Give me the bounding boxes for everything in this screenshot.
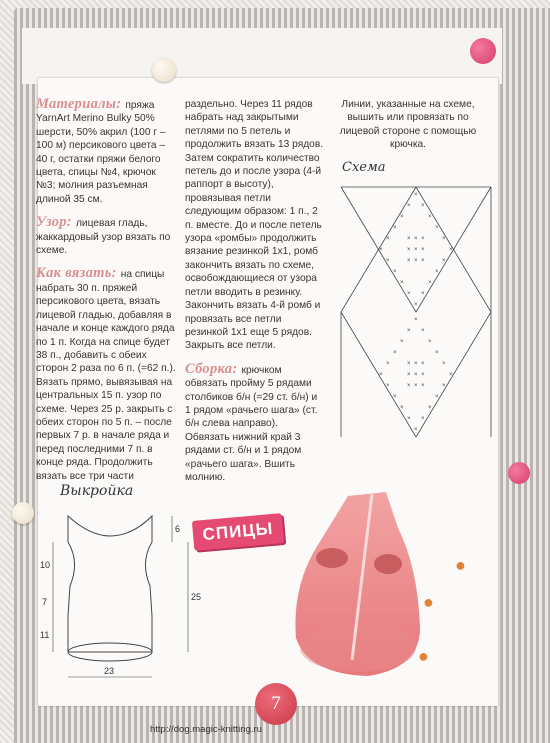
chart-stitch-x: ×	[449, 372, 453, 378]
paper-top-strip	[22, 28, 502, 84]
chart-stitch-x: ×	[407, 203, 411, 209]
knitted-dog-sweater-photo	[288, 488, 428, 688]
chart-stitch-x: ×	[442, 361, 446, 367]
column-middle	[185, 98, 325, 488]
paw-print-icon: ●	[418, 646, 429, 666]
chart-stitch-x: ×	[414, 383, 418, 389]
chart-stitch-x: ×	[400, 339, 404, 345]
chart-stitch-x: ×	[393, 269, 397, 275]
assembly-note: Линии, указанные на схеме, вышить или провязать по лицевой стороне с помощью крючка.	[339, 99, 477, 151]
chart-stitch-x: ×	[414, 302, 418, 308]
dim-middle: 7	[42, 597, 48, 607]
middle-text: раздельно. Через 11 рядов набрать над закрытыми петлями по 5 петель и продолжить вязать 13 рядов. Затем сократить количество петель до и после узора (4-й раппорт в высоту), провязывая петли следующим образом: 1 п., 2 п. вместе. До и после петель узора «ромбы» продолжить вязание резинкой 1х1, ромб закончить вязать по схеме, освобождающиеся от узора петли вводить в резинку. Закончить вязать 4-й ромб и провязать все петли резинкой 1х1 еще 5 рядов. Закрыть все петли.	[185, 99, 324, 352]
chart-stitch-x: ×	[421, 361, 425, 367]
chart-stitch-x: ×	[386, 236, 390, 242]
chart-stitch-x: ×	[421, 383, 425, 389]
dim-bottom: 11	[40, 630, 50, 640]
chart-stitch-x: ×	[393, 225, 397, 231]
chart-stitch-x: ×	[421, 203, 425, 209]
chart-stitch-x: ×	[414, 427, 418, 433]
pattern-block	[36, 216, 178, 257]
decorative-button-pink	[470, 38, 496, 64]
chart-stitch-x: ×	[435, 394, 439, 400]
decorative-button-cream	[152, 58, 176, 82]
chart-stitch-x: ×	[421, 258, 425, 264]
knitting-chart	[336, 182, 496, 447]
how-to-knit-block	[36, 267, 178, 483]
column-right	[338, 98, 478, 156]
chart-stitch-x: ×	[393, 394, 397, 400]
chart-stitch-x: ×	[407, 416, 411, 422]
chart-stitch-x: ×	[421, 247, 425, 253]
chart-stitch-x: ×	[407, 328, 411, 334]
chart-stitch-x: ×	[386, 361, 390, 367]
materials-heading: Материалы:	[36, 96, 122, 112]
chart-stitch-x: ×	[407, 361, 411, 367]
sewing-pattern-diagram	[20, 502, 205, 687]
chart-stitch-x: ×	[442, 236, 446, 242]
chart-stitch-x: ×	[414, 258, 418, 264]
chart-stitch-x: ×	[393, 350, 397, 356]
page-number: 7	[255, 683, 297, 725]
chart-stitch-x: ×	[428, 405, 432, 411]
chart-stitch-x: ×	[400, 280, 404, 286]
pattern-outline	[68, 516, 152, 652]
how-to-knit-text: на спицы набрать 30 п. пряжей персикового цвета, вязать лицевой гладью, добавляя в начале и конце каждого ряда по 1 п. Когда на спице будет 38 п., добавить с обеих сторон 2 раза по 6 п. (=62 п.). Вязать прямо, вывязывая на центральных 15 п. узор по схеме. Через 25 р. закрыть с обеих сторон по 5 п. – после первых 7 р. в начале ряда и перед последними 7 п. в конце ряда. Продолжить вязать все три части	[36, 269, 176, 482]
chart-stitch-x: ×	[421, 236, 425, 242]
chart-stitch-x: ×	[421, 328, 425, 334]
chart-stitch-x: ×	[407, 236, 411, 242]
chart-outline	[341, 187, 491, 437]
assembly-text: крючком обвязать пройму 5 рядами столбиков б/н (=29 ст. б/н) и 1 рядом «рачьего шага» (ст. б/н слева направо). Обвязать нижний край 3 рядами ст. б/н и 1 рядом «рачьего шага». Вшить молнию.	[185, 364, 318, 483]
chart-stitch-x: ×	[414, 317, 418, 323]
chart-stitch-x: ×	[407, 372, 411, 378]
dim-width: 23	[104, 666, 115, 676]
chart-stitch-x: ×	[386, 258, 390, 264]
assembly-block	[185, 360, 325, 485]
chart-stitch-x: ×	[414, 361, 418, 367]
paw-print-icon: ●	[455, 555, 466, 575]
chart-stitch-x: ×	[421, 416, 425, 422]
schema-title: Схема	[342, 160, 386, 175]
chart-stitch-x: ×	[407, 258, 411, 264]
paw-print-icon: ●	[423, 592, 434, 612]
chart-stitch-x: ×	[414, 236, 418, 242]
dim-top: 6	[175, 524, 181, 534]
chart-stitch-x: ×	[386, 383, 390, 389]
chart-stitch-x: ×	[421, 372, 425, 378]
chart-stitch-x: ×	[435, 225, 439, 231]
chart-stitch-x: ×	[435, 350, 439, 356]
chart-stitch-x: ×	[400, 214, 404, 220]
chart-stitch-x: ×	[428, 280, 432, 286]
pattern-title: Выкройка	[60, 483, 134, 499]
chart-stitch-x: ×	[379, 372, 383, 378]
pattern-text: лицевая гладь, жаккардовый узор вязать по схеме.	[36, 218, 171, 257]
chart-stitch-x: ×	[435, 269, 439, 275]
chart-stitch-x: ×	[449, 247, 453, 253]
chart-stitch-x: ×	[421, 291, 425, 297]
chart-stitch-x: ×	[428, 214, 432, 220]
chart-stitch-x: ×	[414, 247, 418, 253]
chart-stitch-x: ×	[407, 247, 411, 253]
assembly-heading: Сборка:	[185, 360, 238, 377]
chart-stitch-x: ×	[428, 339, 432, 345]
chart-stitch-x: ×	[379, 247, 383, 253]
dim-total: 25	[191, 592, 202, 602]
chart-stitch-x: ×	[414, 372, 418, 378]
chart-stitch-x: ×	[442, 383, 446, 389]
column-left	[36, 98, 178, 487]
knitting-sticker: СПИЦЫ	[192, 513, 284, 551]
footer-url: http://dog.magic-knitting.ru	[150, 724, 262, 735]
dim-armhole: 10	[40, 560, 51, 570]
chart-stitch-x: ×	[414, 192, 418, 198]
materials-block	[36, 98, 178, 206]
chart-stitch-x: ×	[442, 258, 446, 264]
how-to-knit-heading: Как вязать:	[36, 265, 117, 282]
chart-stitch-x: ×	[407, 291, 411, 297]
chart-stitch-x: ×	[400, 405, 404, 411]
materials-text: пряжа YarnArt Merino Bulky 50% шерсти, 50% акрил (100 г – 100 м) персикового цвета – 40 г, остатки пряжи белого цвета, спицы №4, крючок №3; молния разъемная длиной 35 см.	[36, 100, 166, 205]
pattern-heading: Узор:	[36, 214, 72, 231]
chart-stitch-x: ×	[407, 383, 411, 389]
decorative-button-pink-right	[508, 462, 530, 484]
